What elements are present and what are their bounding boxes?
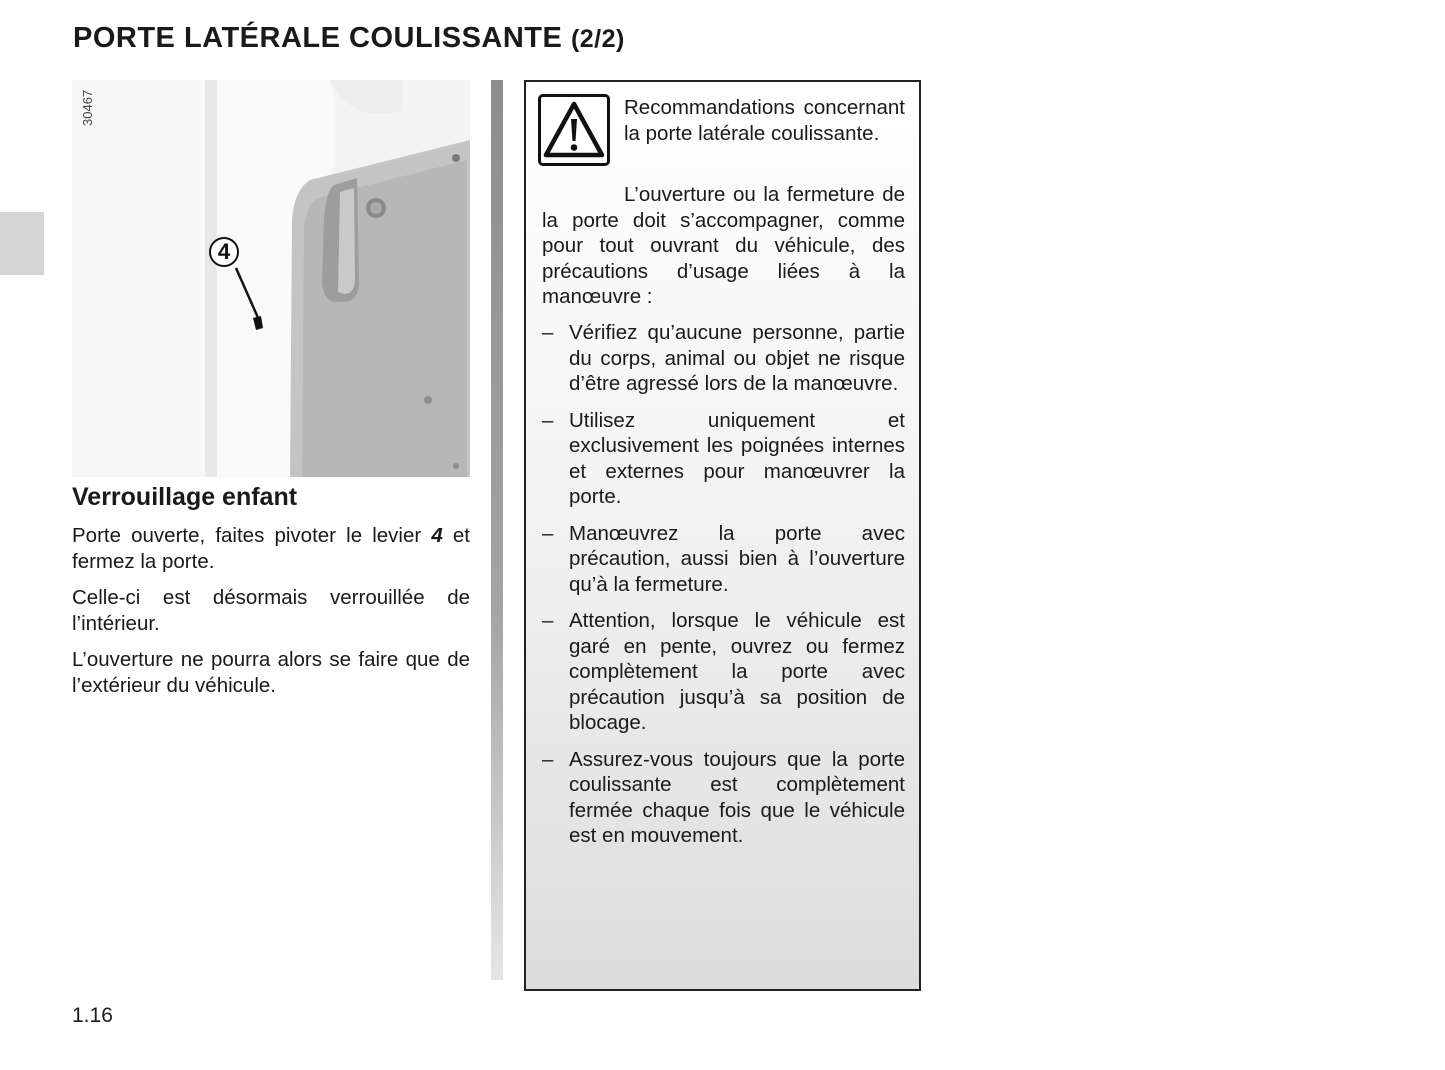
list-item — [542, 747, 905, 849]
paragraph-text: et fermez la porte. — [72, 524, 470, 573]
list-item-text: Vérifiez qu’aucune personne, partie du corps, animal ou objet ne risque d’être agressé lors de la manœuvre. — [569, 321, 905, 395]
warning-triangle-icon — [538, 94, 610, 166]
paragraph-lever-instruction — [72, 523, 470, 574]
list-item-text: Attention, lorsque le véhicule est garé en pente, ouvrez ou fermez complètement la porte avec précaution jusqu’à sa position de blocage. — [569, 609, 905, 734]
page-part-indicator: (2/2) — [570, 25, 625, 53]
list-item — [542, 320, 905, 397]
list-item-text: Manœuvrez la porte avec précaution, aussi bien à l’ouverture qu’à la fermeture. — [569, 521, 905, 596]
list-item-text: Assurez-vous toujours que la porte coulissante est complètement fermée chaque fois que le véhicule est en mouvement. — [569, 747, 905, 847]
page-title-text: PORTE LATÉRALE COULISSANTE — [73, 22, 563, 54]
paragraph-opening-note: L’ouverture ne pourra alors se faire que de l’extérieur du véhicule. — [72, 648, 470, 697]
page-title — [73, 22, 625, 55]
list-bullet: – — [542, 521, 554, 545]
list-item-text: Utilisez uniquement et exclusivement les poignées internes et externes pour manœuvrer la porte. — [569, 408, 905, 508]
lever-reference: 4 — [431, 524, 443, 547]
warning-list — [542, 320, 905, 860]
door-lever-illustration — [72, 80, 470, 477]
list-item — [542, 408, 905, 510]
list-bullet: – — [542, 408, 554, 432]
list-item — [542, 521, 905, 598]
callout-4: 4 — [209, 237, 239, 267]
section-body — [72, 523, 470, 709]
paragraph-text: Porte ouverte, faites pivoter le levier — [72, 524, 432, 547]
section-title: Verrouillage enfant — [72, 483, 298, 511]
chapter-tab — [0, 212, 44, 275]
list-bullet: – — [542, 609, 554, 632]
column-divider — [491, 80, 503, 980]
warning-intro: L’ouverture ou la fermeture de la porte doit s’accompagner, comme pour tout ouvrant du véhicule, des précautions d’usage liées à la manœuvre : — [542, 183, 905, 308]
list-item — [542, 608, 905, 736]
warning-box — [524, 80, 921, 991]
list-bullet: – — [542, 747, 554, 771]
list-bullet: – — [542, 321, 554, 344]
warning-heading: Recommandations concernant la porte latérale coulissante. — [624, 96, 905, 145]
page-number: 1.16 — [72, 1004, 113, 1027]
figure-reference-number: 30467 — [80, 89, 95, 127]
paragraph-locked-state: Celle-ci est désormais verrouillée de l’intérieur. — [72, 586, 470, 635]
